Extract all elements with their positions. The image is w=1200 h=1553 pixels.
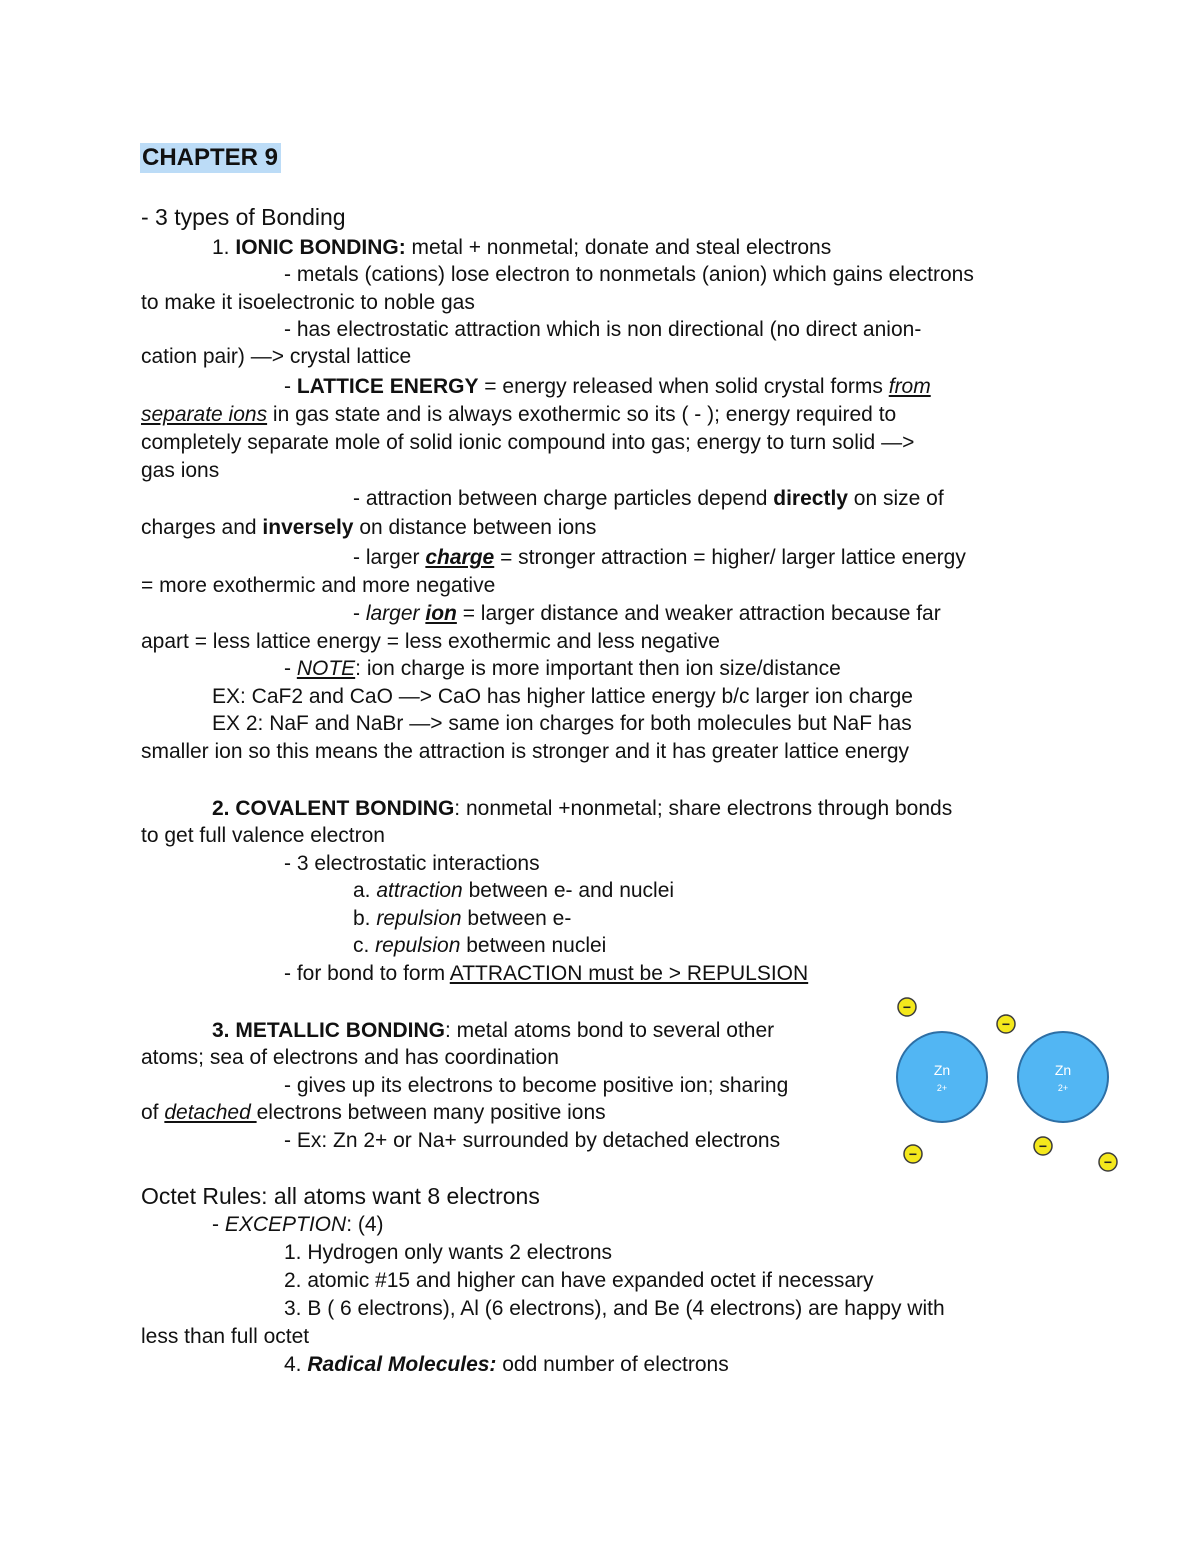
electron [997, 1015, 1015, 1033]
ion-size-line: - larger ion = larger distance and weaker attraction because far [353, 602, 941, 625]
ionic-line: - has electrostatic attraction which is non directional (no direct anion- [284, 318, 922, 341]
covalent-line: - 3 electrostatic interactions [284, 852, 540, 875]
lattice-energy-line: gas ions [141, 459, 220, 482]
note-line: - NOTE: ion charge is more important then ion size/distance [284, 657, 841, 680]
intro-line: - 3 types of Bonding [141, 204, 346, 230]
octet-item: less than full octet [141, 1325, 310, 1348]
electron [904, 1145, 922, 1163]
svg-text:−: − [1001, 1016, 1011, 1032]
octet-item: 1. Hydrogen only wants 2 electrons [284, 1241, 613, 1264]
svg-text:−: − [1103, 1154, 1113, 1170]
svg-text:−: − [908, 1146, 918, 1162]
metallic-line: atoms; sea of electrons and has coordination [141, 1046, 559, 1069]
example-line: smaller ion so this means the attraction is stronger and it has greater lattice energy [141, 740, 910, 763]
electron [898, 998, 916, 1016]
attraction-line: - attraction between charge particles depend directly on size of [353, 487, 944, 510]
electron [1034, 1137, 1052, 1155]
covalent-heading: 2. COVALENT BONDING: nonmetal +nonmetal; share electrons through bonds [212, 797, 953, 820]
ion-charge: 2+ [936, 1083, 948, 1093]
ion-symbol: Zn [1054, 1062, 1072, 1078]
page-title: CHAPTER 9 [140, 143, 281, 173]
ion-charge: 2+ [1057, 1083, 1069, 1093]
octet-item: 2. atomic #15 and higher can have expanded octet if necessary [284, 1269, 874, 1292]
covalent-item: c. repulsion between nuclei [353, 934, 607, 957]
lattice-energy-line: - LATTICE ENERGY = energy released when solid crystal forms from [284, 375, 931, 398]
charge-line: = more exothermic and more negative [141, 574, 496, 597]
ion-size-line: apart = less lattice energy = less exothermic and less negative [141, 630, 720, 653]
octet-item: 4. Radical Molecules: odd number of electrons [284, 1353, 729, 1376]
example-line: EX 2: NaF and NaBr —> same ion charges for both molecules but NaF has [212, 712, 912, 735]
electron [1099, 1153, 1117, 1171]
covalent-line: - for bond to form ATTRACTION must be > REPULSION [284, 962, 809, 985]
lattice-energy-line: separate ions in gas state and is always exothermic so its ( - ); energy required to [141, 403, 897, 426]
zn-ion [897, 1032, 987, 1122]
ionic-heading: 1. IONIC BONDING: metal + nonmetal; donate and steal electrons [212, 236, 832, 259]
svg-text:−: − [902, 999, 912, 1015]
attraction-line: charges and inversely on distance between ions [141, 516, 597, 539]
ion-symbol: Zn [933, 1062, 951, 1078]
svg-text:−: − [1038, 1138, 1048, 1154]
metallic-bonding-diagram [880, 990, 1130, 1180]
octet-heading: Octet Rules: all atoms want 8 electrons [141, 1183, 540, 1209]
zn-ion [1018, 1032, 1108, 1122]
metallic-line: - Ex: Zn 2+ or Na+ surrounded by detached electrons [284, 1129, 781, 1152]
covalent-line: to get full valence electron [141, 824, 385, 847]
metallic-line: of detached electrons between many positive ions [141, 1101, 606, 1124]
example-line: EX: CaF2 and CaO —> CaO has higher lattice energy b/c larger ion charge [212, 685, 913, 708]
ionic-line: to make it isoelectronic to noble gas [141, 291, 475, 314]
covalent-item: b. repulsion between e- [353, 907, 572, 930]
metallic-line: - gives up its electrons to become positive ion; sharing [284, 1074, 789, 1097]
octet-exception: - EXCEPTION: (4) [212, 1213, 384, 1236]
ionic-line: - metals (cations) lose electron to nonmetals (anion) which gains electrons [284, 263, 974, 286]
charge-line: - larger charge = stronger attraction = higher/ larger lattice energy [353, 546, 966, 569]
metallic-heading: 3. METALLIC BONDING: metal atoms bond to several other [212, 1019, 775, 1042]
covalent-item: a. attraction between e- and nuclei [353, 879, 675, 902]
octet-item: 3. B ( 6 electrons), Al (6 electrons), and Be (4 electrons) are happy with [284, 1297, 945, 1320]
lattice-energy-line: completely separate mole of solid ionic compound into gas; energy to turn solid —> [141, 431, 915, 454]
ionic-line: cation pair) —> crystal lattice [141, 345, 412, 368]
